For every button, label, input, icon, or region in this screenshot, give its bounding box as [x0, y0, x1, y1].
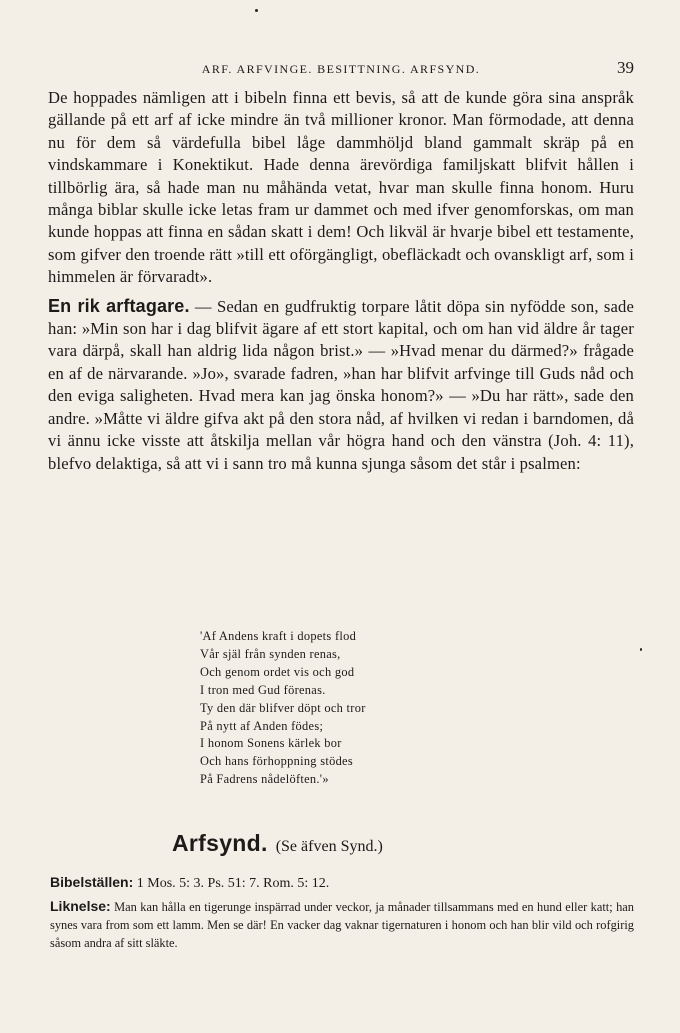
section-title: Arfsynd.	[172, 830, 268, 856]
simile-text: Man kan hålla en tigerunge inspärrad under veckor, ja månader tillsammans med en hund eller katt; han synes vara from som ett lamm. Men se där! En vacker dag vaknar tigernaturen i honom och han blir vild och rofgirig såsom andra af sitt släkte.	[50, 900, 634, 950]
bible-references	[50, 874, 329, 892]
poem-line: Och genom ordet vis och god	[200, 664, 355, 679]
poem-line: Och hans förhoppning stödes	[200, 754, 353, 769]
poem-line: Ty den där blifver döpt och tror	[200, 700, 366, 715]
running-title: ARF. ARFVINGE. BESITTNING. ARFSYND.	[201, 62, 481, 76]
poem-line: På nytt af Anden födes;	[200, 718, 324, 733]
bible-references-text: 1 Mos. 5: 3. Ps. 51: 7. Rom. 5: 12.	[133, 876, 330, 891]
poem-line: I tron med Gud förenas.	[200, 682, 326, 697]
poem-line: I honom Sonens kärlek bor	[200, 736, 342, 751]
bible-references-label: Bibelställen:	[50, 874, 134, 890]
paragraph-rich-heir	[48, 295, 634, 475]
poem-line: Vår själ från synden renas,	[200, 646, 341, 661]
print-speck	[255, 9, 258, 12]
running-head	[48, 58, 634, 80]
hymn-quote	[200, 628, 366, 789]
print-speck	[640, 648, 642, 651]
inline-heading: En rik arftagare.	[48, 295, 190, 316]
paragraph-rich-heir-text: — Sedan en gudfruktig torpare låtit döpa sin nyfödde son, sade han: »Min son har i dag blifvit ägare af ett stort kapital, och om han vid äldre år tager vara därpå, skall han aldrig lida någon brist.» — »Hvad menar du därmed?» frågade en af de närvarande. »Jo», svarade fadren, »han har blifvit arfvinge till Guds nåd och den eviga saligheten. Hvad mera kan jag önska honom?» — »Du har rätt», sade den andre. »Måtte vi äldre gifva akt på den stora nåd, af hvilken vi redan i barndomen, då vi ännu icke visste att åtskilja mellan vår högra hand och den vänstra (Joh. 4: 11), blefvo delaktiga, så att vi i sann tro må kunna sjunga såsom det står i psalmen:	[48, 296, 634, 473]
page-number: 39	[617, 58, 634, 77]
simile-label: Liknelse:	[50, 898, 111, 914]
see-also-note: (Se äfven Synd.)	[275, 838, 383, 855]
poem-line: På Fadrens nådelöften.'»	[200, 772, 329, 787]
simile-paragraph	[50, 897, 634, 952]
section-heading	[172, 830, 383, 857]
paragraph-inheritance-bible: De hoppades nämligen att i bibeln finna ett bevis, så att de kunde göra sina anspråk gällande på ett arf af icke mindre än två millioner kronor. Man förmodade, att denna nu för dem så värdefulla bibel låge dammhöljd bland gammalt skräp på en vindskammare i Konektikut. Hade denna ärevördiga familjskatt blifvit hållen i tillbörlig ära, så hade man nu måhända vetat, hvar man skulle finna honom. Huru många biblar skulle icke letas fram ur dammet och med ifver genomforskas, om man kunde hoppas att finna en sådan skatt i dem! Och likväl är hvarje bibel ett testamente, som gifver den troende rätt »till ett oförgängligt, obefläckadt och ovanskligt arf, som i himmelen är förvaradt».	[48, 88, 634, 287]
poem-line: 'Af Andens kraft i dopets flod	[200, 629, 357, 643]
body-text	[48, 87, 634, 475]
